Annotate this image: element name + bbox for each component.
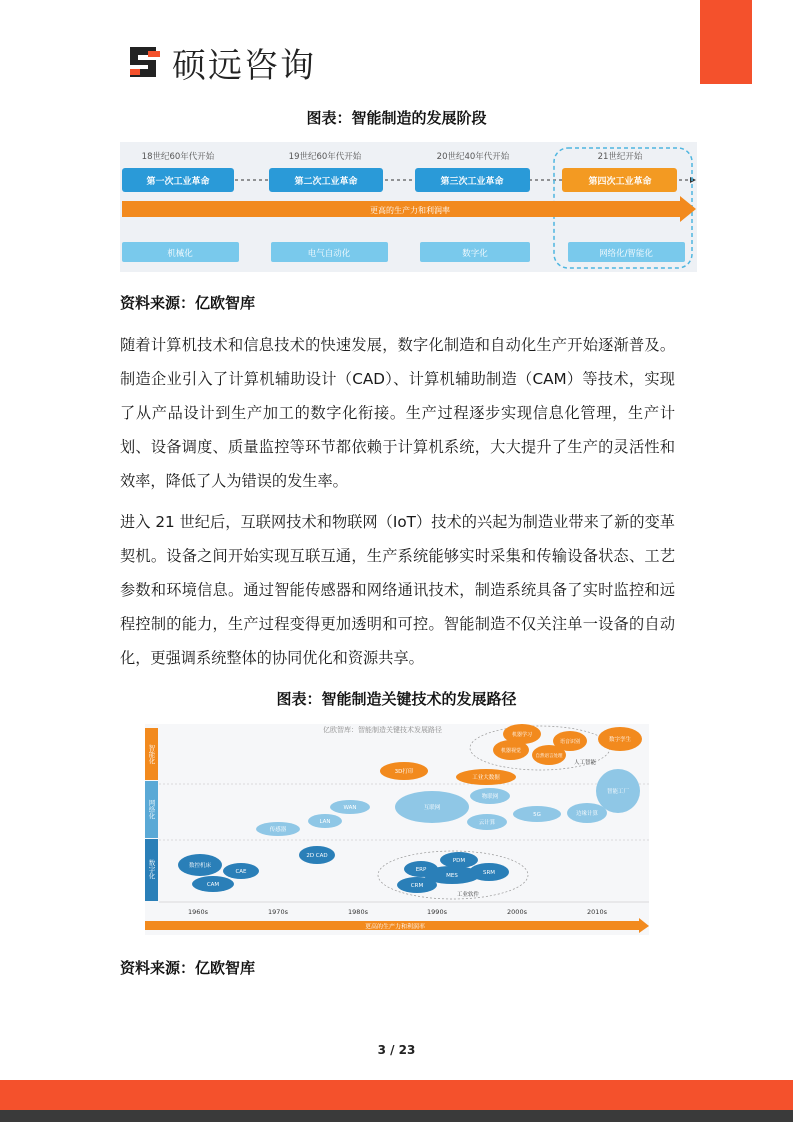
svg-text:5G: 5G [533, 812, 541, 818]
era-label: 第四次工业革命 [588, 177, 652, 187]
brand-mark-icon [126, 43, 164, 81]
bubble-pdm [440, 852, 478, 868]
brand-logo [126, 42, 316, 86]
svg-text:3D打印: 3D打印 [394, 769, 414, 775]
era-label: 第一次工业革命 [146, 177, 210, 187]
svg-text:工业大数据: 工业大数据 [472, 775, 500, 781]
bubble-smart-factory [596, 769, 640, 813]
svg-text:互联网: 互联网 [423, 805, 441, 811]
decade-tick: 2010s [587, 908, 607, 916]
decade-tick: 1960s [188, 908, 208, 916]
lane-label-digital: 数字化 [147, 859, 156, 879]
bubble-wan [330, 800, 370, 814]
svg-text:CAM: CAM [206, 882, 220, 888]
svg-text:云计算: 云计算 [478, 820, 496, 826]
bubble-digital-twin [598, 727, 642, 751]
svg-text:WAN: WAN [343, 805, 357, 811]
decade-tick: 1970s [268, 908, 288, 916]
svg-text:边缘计算: 边缘计算 [575, 811, 599, 817]
svg-text:物联网: 物联网 [481, 794, 499, 800]
svg-text:数控机床: 数控机床 [188, 863, 212, 869]
figure1-title: 图表：智能制造的发展阶段 [306, 109, 487, 127]
bubble-crm [397, 877, 437, 893]
era-label: 第三次工业革命 [440, 177, 504, 187]
figure1-arrow-label: 更高的生产力和利润率 [370, 206, 450, 215]
paragraph-1: 随着计算机技术和信息技术的快速发展，数字化制造和自动化生产开始逐渐普及。制造企业引入了计算机辅助设计（CAD）、计算机辅助制造（CAM）等技术，实现了从产品设计到生产加工的数字化衔接。生产过程逐步实现信息化管理，生产计划、设备调度、质量监控等环节都依赖于计算机系统，大大提升了生产的灵活性和效率，降低了人为错误的发生率。 [120, 336, 675, 490]
bubble-vision [493, 740, 529, 760]
bubble-iot [470, 788, 510, 804]
era-tech: 网络化/智能化 [599, 249, 653, 259]
footer-dark-bar [0, 1110, 793, 1122]
decade-tick: 2000s [507, 908, 527, 916]
era-period: 19世纪60年代开始 [288, 152, 362, 162]
figure2-arrow-label: 更高的生产力和利润率 [364, 923, 426, 931]
bubble-3d-print [380, 762, 428, 780]
era-label: 第二次工业革命 [294, 177, 358, 187]
era-tech: 电气自动化 [307, 249, 351, 259]
svg-text:语音识别: 语音识别 [559, 739, 581, 745]
lane-label-intel: 智能化 [147, 744, 156, 764]
svg-text:CAE: CAE [235, 869, 247, 875]
figure2-inner-caption: 亿欧智库：智能制造关键技术发展路径 [323, 726, 442, 734]
svg-text:机器视觉: 机器视觉 [500, 748, 522, 754]
svg-text:2D CAD: 2D CAD [306, 853, 328, 859]
lane-label-network: 网络化 [147, 799, 156, 819]
svg-text:智能工厂: 智能工厂 [606, 789, 630, 795]
bubble-2d-cad [299, 846, 335, 864]
bubble-sensor [256, 822, 300, 836]
era-period: 20世纪40年代开始 [436, 152, 510, 162]
bubble-edge [567, 803, 607, 823]
bubble-cam [192, 876, 234, 892]
header-accent-tab [700, 0, 752, 84]
bubble-cloud [467, 814, 507, 830]
era-period: 21世纪开始 [597, 152, 643, 162]
svg-text:CRM: CRM [410, 883, 424, 889]
paragraph-2: 进入 21 世纪后，互联网技术和物联网（IoT）技术的兴起为制造业带来了新的变革契机。设备之间开始实现互联互通，生产系统能够实时采集和传输设备状态、工艺参数和环境信息。通过智能传感器和网络通讯技术，制造系统具备了实时监控和远程控制的能力，生产过程变得更加透明和可控。智能制造不仅关注单一设备的自动化，更强调系统整体的协同优化和资源共享。 [120, 513, 675, 667]
bubble-lan [308, 814, 342, 828]
decade-tick: 1990s [427, 908, 447, 916]
decade-tick: 1980s [348, 908, 368, 916]
bubble-cae [223, 863, 259, 879]
brand-name: 硕远咨询 [172, 45, 316, 86]
bubble-internet [395, 791, 469, 823]
group-label-software: 工业软件 [456, 892, 480, 898]
era-tech: 数字化 [462, 249, 488, 259]
svg-text:ERP: ERP [415, 867, 427, 873]
bubble-big-data [456, 769, 516, 785]
svg-text:MES: MES [446, 873, 458, 879]
bubble-srm [469, 863, 509, 881]
era-period: 18世纪60年代开始 [141, 152, 215, 162]
svg-text:PDM: PDM [452, 858, 466, 864]
figure2-tech-path [145, 724, 649, 935]
page-number: 3 / 23 [377, 1043, 416, 1057]
group-label-ai: 人工智能 [573, 760, 597, 766]
svg-text:传感器: 传感器 [269, 827, 287, 833]
bubble-cnc [178, 854, 222, 876]
figure1-timeline [120, 142, 697, 272]
bubble-5g [513, 806, 561, 822]
svg-text:LAN: LAN [319, 819, 331, 825]
svg-text:数字孪生: 数字孪生 [608, 737, 632, 743]
era-tech: 机械化 [167, 249, 193, 259]
figure1-source: 资料来源：亿欧智库 [120, 294, 256, 312]
footer-accent-bar [0, 1080, 793, 1110]
svg-text:SRM: SRM [482, 870, 496, 876]
figure2-title: 图表：智能制造关键技术的发展路径 [276, 690, 517, 708]
svg-text:机器学习: 机器学习 [511, 732, 533, 738]
svg-text:自然语言处理: 自然语言处理 [535, 754, 563, 759]
bubble-nlp [532, 745, 566, 765]
figure2-source: 资料来源：亿欧智库 [120, 959, 256, 977]
